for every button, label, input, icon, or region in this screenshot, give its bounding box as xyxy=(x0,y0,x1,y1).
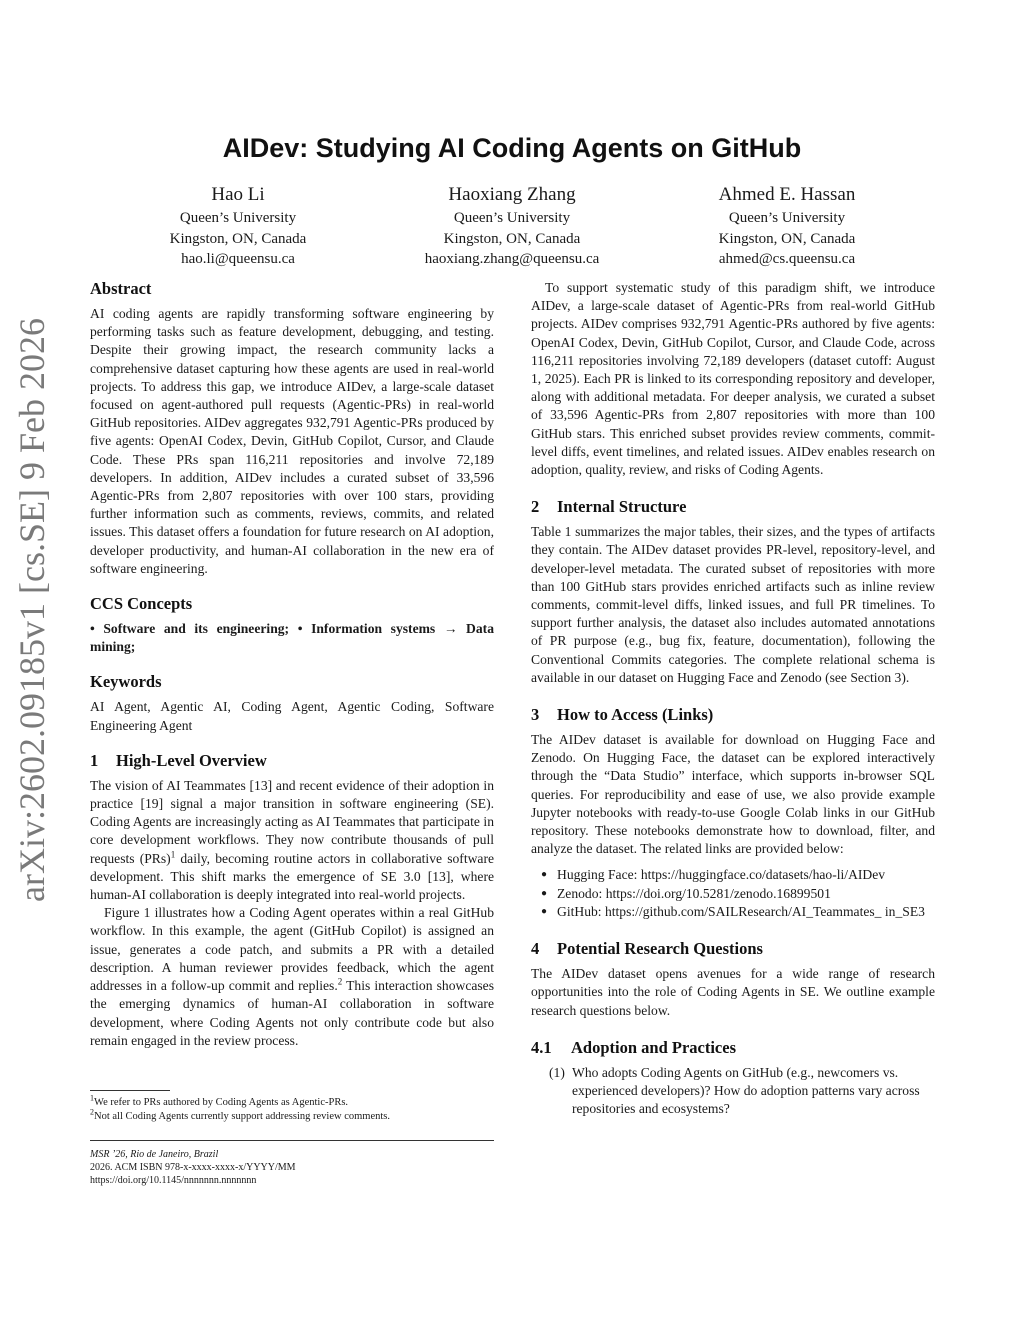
author-location: Kingston, ON, Canada xyxy=(169,230,307,247)
footnote-ref: 1 xyxy=(170,849,176,860)
section-title: Internal Structure xyxy=(557,497,687,517)
section-1-paragraph-2: Figure 1 illustrates how a Coding Agent operates within a real GitHub workflow. In this example, the agent (GitHub Copilot) is assigned an issue, generates a code patch, and submits a PR with a detailed description. A human reviewer provides feedback, which the agent addresses in a follow-up commit and replies.$^2$ This interaction showcases the emerging dynamics of human-AI collaboration in software development, where Coding Agents not only contribute code but also remain engaged in the review process. xyxy=(90,905,494,1048)
section-4-text: The AIDev dataset opens avenues for a wide range of research opportunities into the role of Coding Agents in SE. We outline example research questions below. xyxy=(531,966,935,1018)
isbn-line: 2026. ACM ISBN 978-x-xxxx-xxxx-x/YYYY/MM xyxy=(90,1162,296,1173)
section-1-heading xyxy=(90,751,494,771)
footnote: $^2$Not all Coding Agents currently support addressing review comments. xyxy=(90,1107,390,1122)
author-location: Kingston, ON, Canada xyxy=(718,230,856,247)
venue-line: MSR ’26, Rio de Janeiro, Brazil xyxy=(90,1149,219,1160)
section-title: High-Level Overview xyxy=(116,750,267,770)
section-4-1-heading xyxy=(531,1038,935,1058)
author-block xyxy=(642,183,932,270)
right-column xyxy=(531,279,935,1118)
rq-number: (1) xyxy=(549,1064,565,1080)
rq-text: Who adopts Coding Agents on GitHub (e.g., newcomers vs. experienced developers)? How do adoption patterns vary across repositories and ecosystems? xyxy=(572,1064,920,1117)
author-email: haoxiang.zhang@queensu.ca xyxy=(424,251,600,267)
author-affiliation: Queen’s University xyxy=(179,210,297,226)
paper-title: AIDev: Studying AI Coding Agents on GitHub xyxy=(222,133,802,163)
abstract-heading: Abstract xyxy=(90,279,152,298)
section-3-heading xyxy=(531,705,935,725)
author-name: Ahmed E. Hassan xyxy=(718,184,856,205)
footer-rule xyxy=(90,1140,494,1141)
author-block xyxy=(367,183,657,270)
research-questions-list xyxy=(531,1064,935,1119)
section-1-paragraph-1: The vision of AI Teammates [13] and recent evidence of their adoption in practice [19] signal a major transition in software engineering (SE). Coding Agents are increasingly acting as AI Teammates that participate in core development workflows. They now contribute thousands of pull requests (PRs)$^1$ daily, becoming routine actors in collaborative software development. This shift marks the emergence of SE 3.0 [13], where human-AI collaboration is deeply integrated into real-world projects. xyxy=(90,777,495,903)
footnote: $^1$We refer to PRs authored by Coding Agents as Agentic-PRs. xyxy=(90,1093,349,1108)
section-number: 2 xyxy=(531,497,540,517)
research-question-item xyxy=(531,1064,935,1119)
section-title: How to Access (Links) xyxy=(557,705,714,725)
intro-continuation: To support systematic study of this paradigm shift, we introduce AIDev, a large-scale dataset of Agentic-PRs from real-world GitHub projects. AIDev comprises 932,791 Agentic-PRs authored by five agents: OpenAI Codex, Devin, GitHub Copilot, Cursor, and Claude Code, across 116,211 repositories involving 72,189 developers (dataset cutoff: August 1, 2025). Each PR is linked to its corresponding repository and developer, along with additional metadata. For deeper analysis, we curated a subset of 33,596 Agentic-PRs from 2,807 repositories with more than 100 GitHub stars. This enriched subset provides review comments, commit-level diffs, event timelines, and related issues. AIDev enables research on adoption, quality, review, and risks of Coding Agents. xyxy=(531,280,935,478)
author-location: Kingston, ON, Canada xyxy=(443,230,581,247)
link-item-zenodo[interactable]: ● Zenodo: https://doi.org/10.5281/zenodo.16899501 xyxy=(557,885,935,903)
ccs-heading: CCS Concepts xyxy=(90,594,193,614)
section-number: 1 xyxy=(90,750,99,770)
author-name: Haoxiang Zhang xyxy=(448,184,576,205)
section-title: Potential Research Questions xyxy=(557,939,763,959)
section-3-text: The AIDev dataset is available for download on Hugging Face and Zenodo. On Hugging Face, the dataset can be explored interactively through the “Data Studio” interface, which supports in-browser SQL queries. For reproducibility and ease of use, we also provide example Jupyter notebooks with ready-to-use Google Colab links in our GitHub repository. These notebooks demonstrate how to download, filter, and analyze the dataset. The related links are provided below: xyxy=(531,732,935,857)
footnote-rule xyxy=(90,1090,170,1091)
link-item-github[interactable]: ● GitHub: https://github.com/SAILResearch/AI_Teammates_ in_SE3 xyxy=(557,903,935,921)
author-block xyxy=(93,183,383,270)
section-2-heading xyxy=(531,497,935,517)
author-email: hao.li@queensu.ca xyxy=(181,251,295,267)
publication-footer xyxy=(90,1140,494,1187)
abstract-text: AI coding agents are rapidly transforming software engineering by performing tasks such as feature development, debugging, and testing. Despite their growing impact, the research community lacks a comprehensive dataset capturing how these agents are used in real-world projects. To address this gap, we introduce AIDev, a large-scale dataset focused on agent-authored pull requests (Agentic-PRs) in real-world GitHub repositories. AIDev aggregates 932,791 Agentic-PRs produced by five agents: OpenAI Codex, Devin, GitHub Copilot, Cursor, and Claude Code. These PRs span 116,211 repositories and involve 72,189 developers. In addition, AIDev includes a curated subset of 33,596 Agentic-PRs from 2,807 repositories with over 100 stars, providing further information such as comments, reviews, commits, and related issues. This dataset offers a foundation for future research on AI adoption, developer productivity, and human-AI collaboration in the new era of software engineering. xyxy=(90,306,494,576)
ccs-text: • Software and its engineering; • Information systems → Data mining; xyxy=(90,621,494,655)
access-links-list xyxy=(531,866,935,921)
section-number: 4.1 xyxy=(531,1037,552,1057)
section-4-heading xyxy=(531,939,935,959)
author-affiliation: Queen’s University xyxy=(728,210,846,226)
section-number: 4 xyxy=(531,939,540,959)
author-email: ahmed@cs.queensu.ca xyxy=(718,251,856,267)
section-title: Adoption and Practices xyxy=(571,1037,736,1057)
link-item-hugging-face[interactable]: ● Hugging Face: https://huggingface.co/datasets/hao-li/AIDev xyxy=(557,866,935,884)
footnotes xyxy=(90,1090,494,1124)
section-number: 3 xyxy=(531,705,540,725)
author-name: Hao Li xyxy=(211,184,265,205)
keywords-text: AI Agent, Agentic AI, Coding Agent, Agentic Coding, Software Engineering Agent xyxy=(90,699,494,733)
footnote-ref: 2 xyxy=(337,976,343,987)
keywords-heading: Keywords xyxy=(90,672,162,692)
author-affiliation: Queen’s University xyxy=(453,210,571,226)
arxiv-identifier-stamp: arXiv:2602.09185v1 [cs.SE] 9 Feb 2026 xyxy=(12,318,52,902)
doi-line: https://doi.org/10.1145/nnnnnnn.nnnnnnn xyxy=(90,1175,257,1186)
section-2-text: Table 1 summarizes the major tables, their sizes, and the types of artifacts they contain. The AIDev dataset provides PR-level, repository-level, and developer-level metadata. The curated subset of repositories with more than 100 GitHub stars provides enriched artifacts such as inline review comments, commit-level diffs, linked issues, and full PR timelines. To support further analysis, the dataset also includes automated annotations of PR purpose (e.g., bug fix, feature, documentation), following the Conventional Commits categories. The complete relational schema is available in our dataset on Hugging Face and Zenodo (see Section 3). xyxy=(531,524,935,685)
left-column xyxy=(90,279,494,1050)
